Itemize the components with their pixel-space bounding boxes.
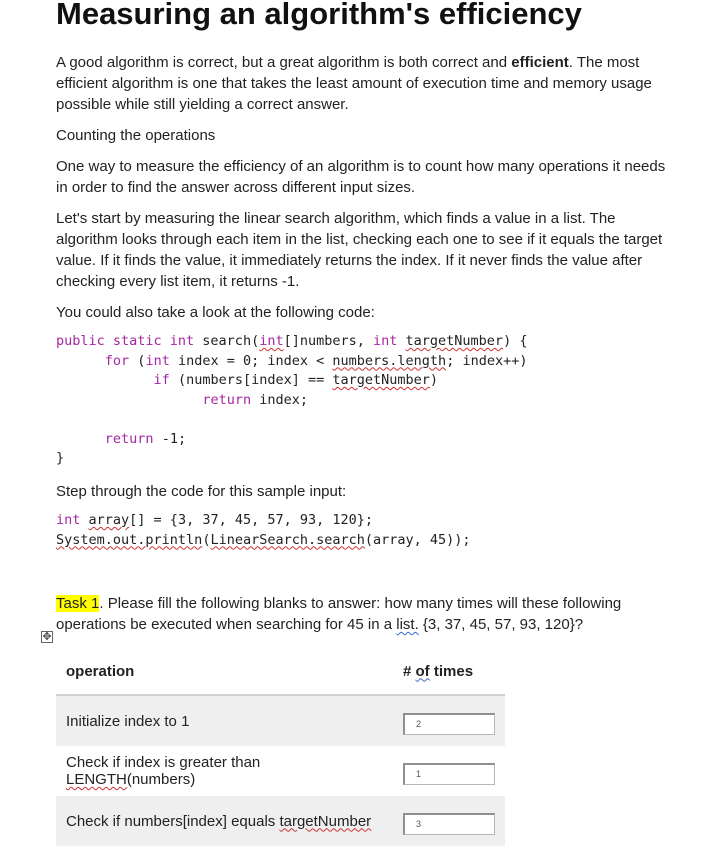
- operation-cell: Check if index is greater than LENGTH(numbers): [66, 754, 261, 788]
- intro-bold-efficient: efficient: [511, 54, 569, 71]
- task-paragraph: [56, 593, 680, 635]
- task-text: . Please fill the following blanks to answer: how many times will these following operations be executed when searching for 45 in a: [56, 595, 622, 633]
- answer-input-2[interactable]: 1: [403, 763, 495, 785]
- operations-table: [56, 648, 505, 846]
- intro-text-before: A good algorithm is correct, but a great algorithm is both correct and: [56, 54, 512, 71]
- linear-search-paragraph: Let's start by measuring the linear search algorithm, which finds a value in a list. The algorithm looks through each item in the list, checking each one to see if it equals the target value. If it finds the value, it immediately returns the index. If it never finds the value after checking every list item, it returns -1.: [56, 210, 663, 290]
- table-row: [56, 746, 505, 796]
- task-label: Task 1: [56, 595, 100, 612]
- table-move-handle-icon[interactable]: ✥: [42, 631, 52, 643]
- answer-input-3[interactable]: 3: [403, 813, 495, 835]
- intro-text-after: . The most efficient algorithm is one that takes the least amount of execution time and memory usage possible while still yielding a correct answer.: [56, 54, 652, 113]
- page-title: Measuring an algorithm's efficiency: [56, 0, 582, 31]
- code-intro: You could also take a look at the following code:: [56, 304, 375, 321]
- intro-paragraph: [56, 52, 680, 115]
- task-text-values: {3, 37, 45, 57, 93, 120}?: [418, 616, 584, 633]
- answer-input-1[interactable]: 2: [403, 713, 495, 735]
- operation-cell: Check if numbers[index] equals targetNumber: [56, 796, 393, 846]
- code-block: public static int search(int[]numbers, int targetNumber) { for (int index = 0; index < numbers.length; index++) if (numbers[index] == targetNumber) return index; return -1; }: [56, 333, 528, 466]
- sample-input-code: int array[] = {3, 37, 45, 57, 93, 120}; System.out.println(LinearSearch.search(array, 45));: [56, 512, 471, 548]
- table-header-row: [56, 648, 505, 695]
- step-intro: Step through the code for this sample input:: [56, 483, 347, 500]
- counting-paragraph: One way to measure the efficiency of an algorithm is to count how many operations it needs in order to find the answer across different input sizes.: [56, 158, 666, 196]
- section-heading: Counting the operations: [56, 127, 216, 144]
- table-row: [56, 695, 505, 746]
- table-row: [56, 796, 505, 846]
- operation-cell: Initialize index to 1: [56, 695, 393, 746]
- header-times: # of times: [393, 648, 505, 695]
- header-operation: operation: [56, 648, 393, 695]
- task-list-word: list.: [396, 616, 419, 633]
